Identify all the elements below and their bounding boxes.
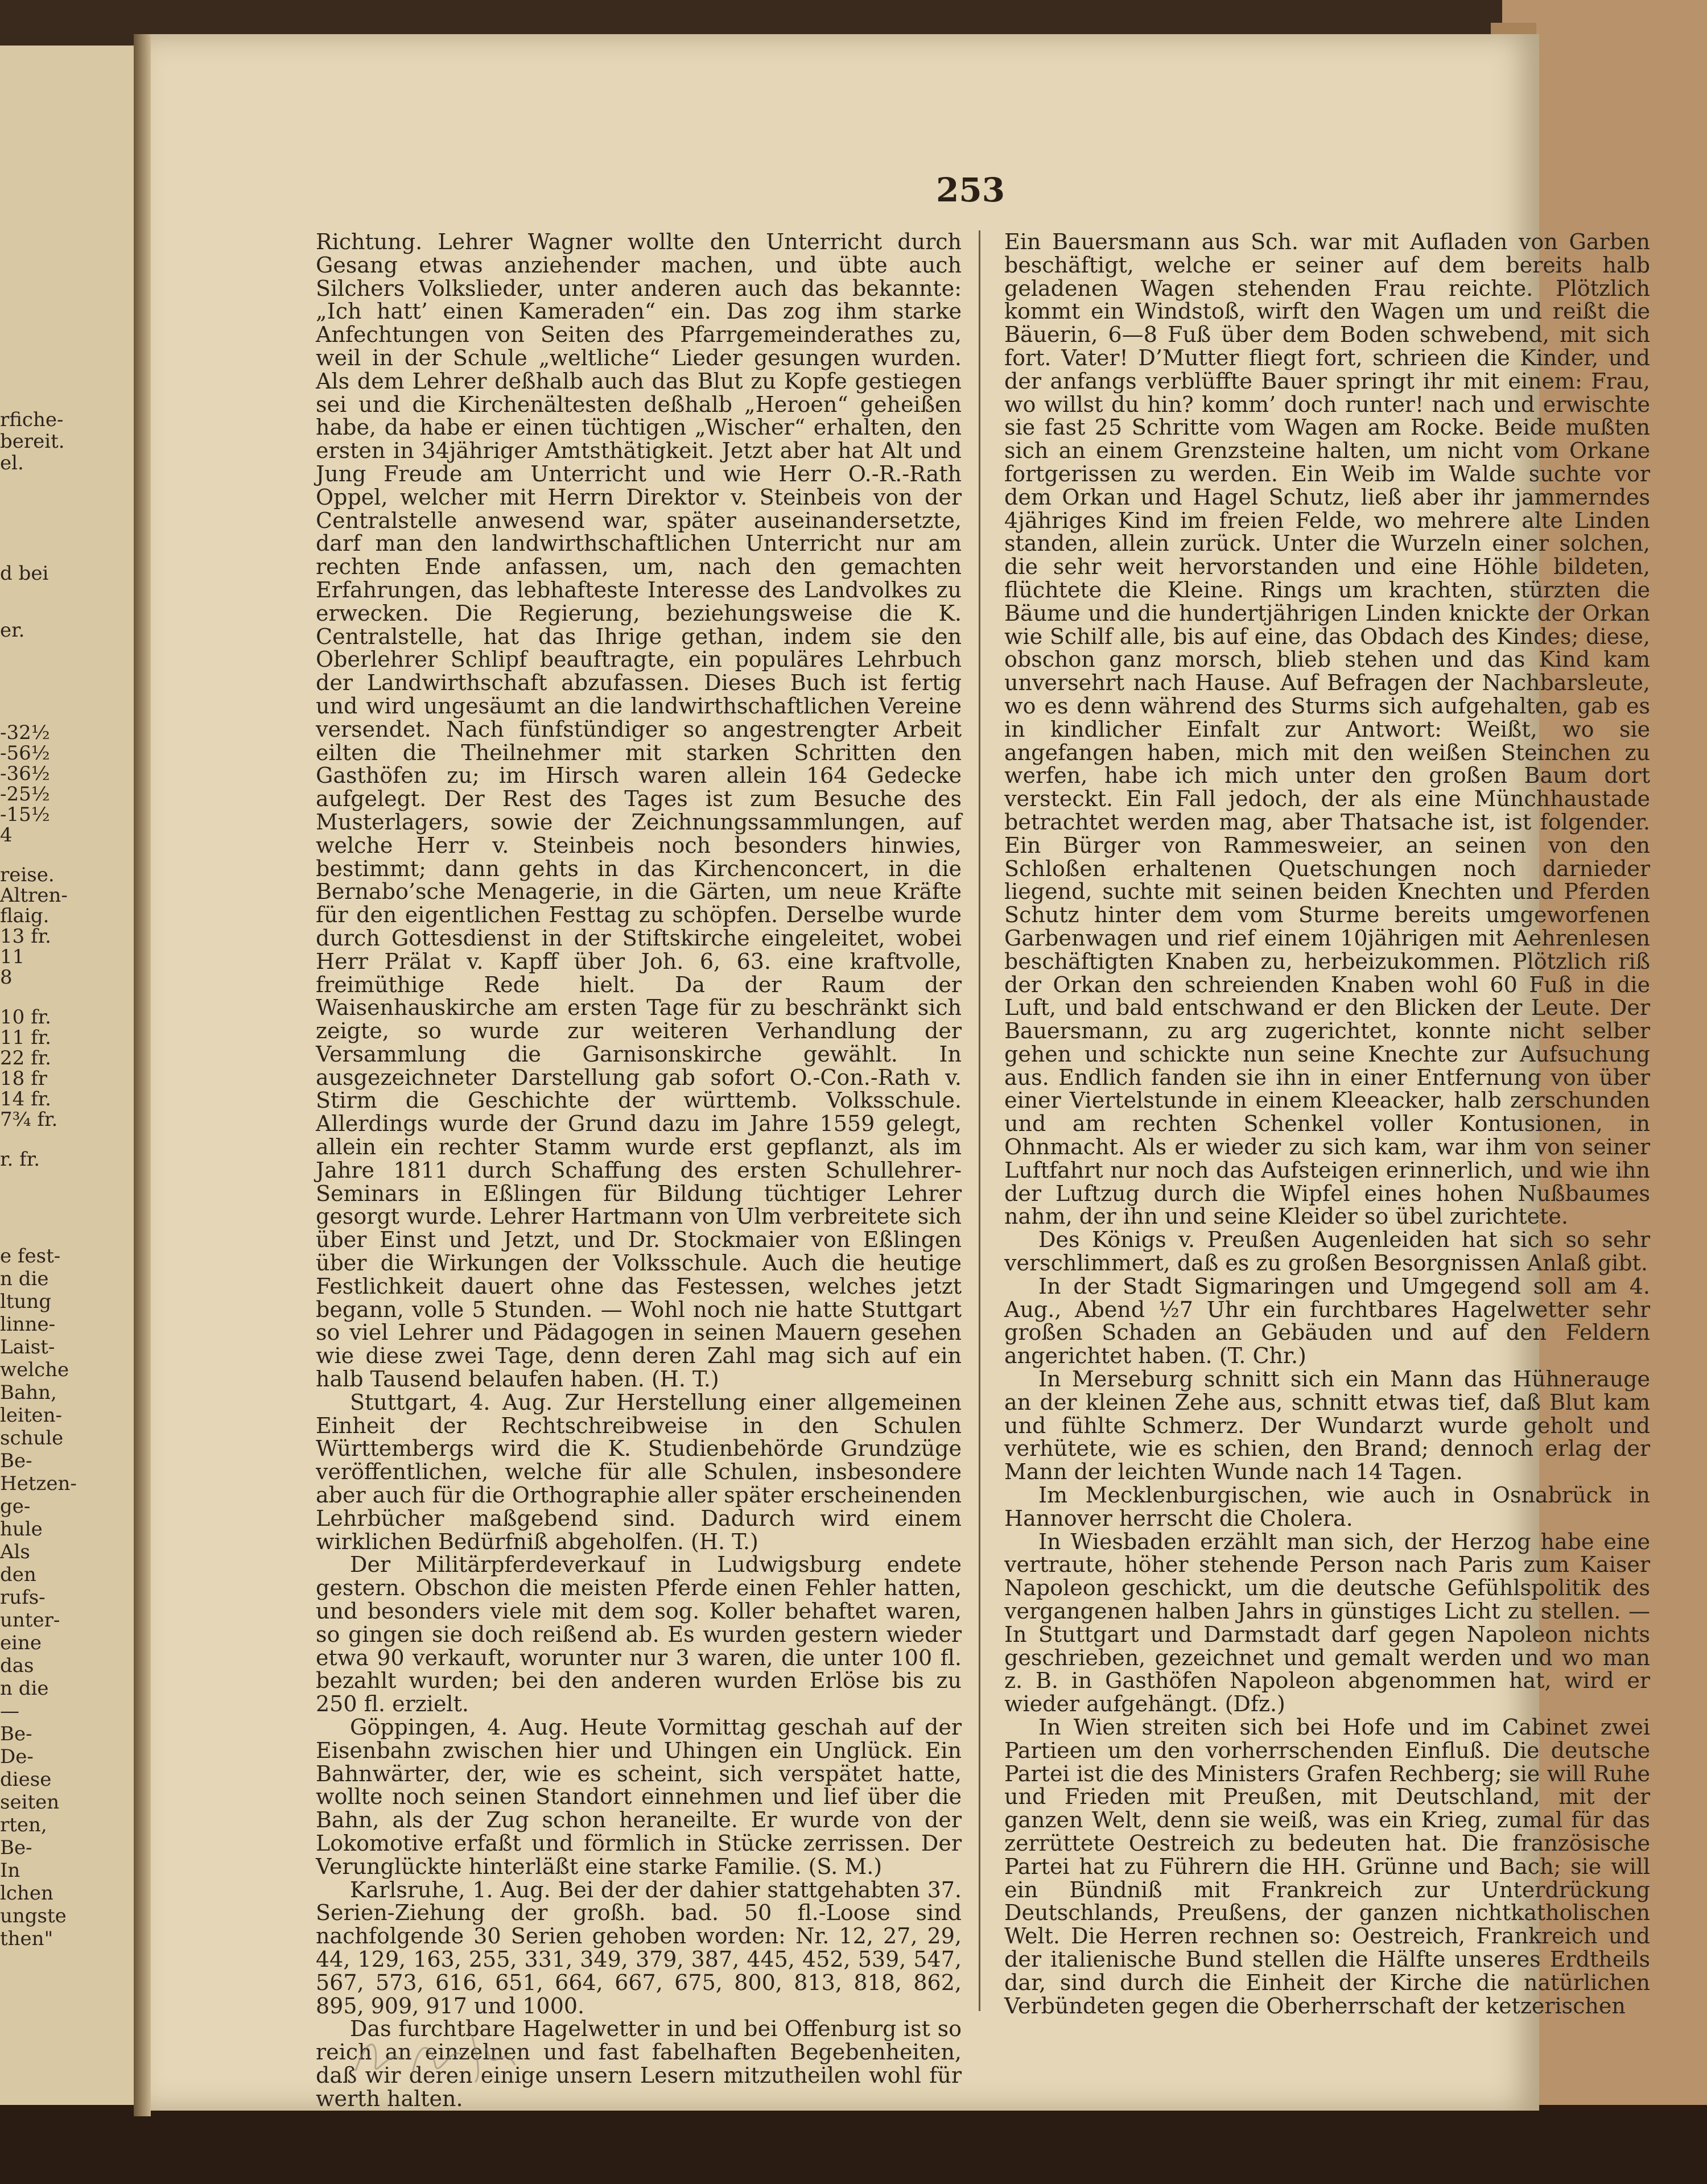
left-page-line: 8 xyxy=(0,966,13,989)
left-page-line: flaig. xyxy=(0,905,50,927)
left-page-line: In xyxy=(0,1859,20,1882)
left-page-line: r. fr. xyxy=(0,1148,40,1171)
paragraph: Karlsruhe, 1. Aug. Bei der der dahier stattgehabten 37. Serien-Ziehung der großh. bad. 50 fl.-Loose sind nachfolgende 30 Serien gehoben worden: Nr. 12, 27, 29, 44, 129, 163, 255, 331, 349, 379, 387, 445, 452, 539, 547, 567, 573, 616, 651, 664, 667, 675, 800, 813, 818, 862, 895, 909, 917 und 1000. xyxy=(316,1877,962,2018)
left-page-fragment xyxy=(0,46,135,2105)
left-page-line: el. xyxy=(0,452,24,474)
left-page-line: Be- xyxy=(0,1450,32,1472)
left-page-line: 18 fr xyxy=(0,1067,47,1090)
left-page-line: rufs- xyxy=(0,1586,46,1609)
left-page-line: ge- xyxy=(0,1495,31,1518)
left-page-line: 11 fr. xyxy=(0,1026,51,1049)
left-page-line: er. xyxy=(0,619,25,642)
left-page-line: Als xyxy=(0,1541,30,1563)
right-column xyxy=(1004,230,1650,2017)
page-number: 253 xyxy=(936,171,1005,209)
left-page-line: diese xyxy=(0,1768,52,1791)
paragraph: In Merseburg schnitt sich ein Mann das Hühnerauge an der kleinen Zehe aus, schnitt etwas tief, daß Blut kam und fühlte Schmerz. Der Wundarzt wurde geholt und verhütete, wie es schien, den Brand; dennoch erlag der Mann der leichten Wunde nach 14 Tagen. xyxy=(1004,1366,1650,1485)
paragraph: In Wien streiten sich bei Hofe und im Cabinet zwei Partieen um den vorherrschenden Einfluß. Die deutsche Partei ist die des Ministers Grafen Rechberg; sie will Ruhe und Frieden mit Preußen, mit Deutschland, mit der ganzen Welt, denn sie weiß, was ein Krieg, zumal für das zerrüttete Oestreich zu bedeuten hat. Die französische Partei hat zu Führern die HH. Grünne und Bach; sie will ein Bündniß mit Frankreich zur Unterdrückung Deutschlands, Preußens, der ganzen nichtkatholischen Welt. Die Herren rechnen so: Oestreich, Frankreich und der italienische Bund stellen die Hälfte unseres Erdtheils dar, sind durch die Einheit der Kirche die natürlichen Verbündeten gegen die Oberherrschaft der ketzerischen xyxy=(1004,1715,1650,2018)
left-page-line: schule xyxy=(0,1427,64,1450)
left-page-line: Be- xyxy=(0,1723,32,1745)
left-page-line: Be- xyxy=(0,1836,32,1859)
left-page-line: De- xyxy=(0,1745,34,1768)
paragraph: In der Stadt Sigmaringen und Umgegend soll am 4. Aug., Abend ½7 Uhr ein furchtbares Hagelwetter sehr großen Schaden an Gebäuden und auf den Feldern angerichtet haben. (T. Chr.) xyxy=(1004,1273,1650,1369)
left-page-line: lchen xyxy=(0,1882,53,1905)
left-page-line: leiten- xyxy=(0,1404,63,1427)
left-page-line: ungste xyxy=(0,1905,67,1927)
paragraph: Richtung. Lehrer Wagner wollte den Unterricht durch Gesang etwas anziehender machen, und übte auch Silchers Volkslieder, unter anderen auch das bekannte: „Ich hatt’ einen Kameraden“ ein. Das zog ihm starke Anfechtungen von Seiten des Pfarrgemeinderathes zu, weil in der Schule „weltliche“ Lieder gesungen wurden. Als dem Lehrer deßhalb auch das Blut zu Kopfe gestiegen sei und die Kirchenältesten deßhalb „Heroen“ geheißen habe, da habe er einen tüchtigen „Wischer“ erhalten, den ersten in 34jähriger Amtsthätigkeit. Jetzt aber hat Alt und Jung Freude am Unterricht und wie Herr O.-R.-Rath Oppel, welcher mit Herrn Direktor v. Steinbeis von der Centralstelle anwesend war, später auseinandersetzte, darf man den landwirthschaftlichen Unterricht nur am rechten Ende anfassen, um, nach den gemachten Erfahrungen, das lebhafteste Interesse des Landvolkes zu erwecken. Die Regierung, beziehungsweise die K. Centralstelle, hat das Ihrige gethan, indem sie den Oberlehrer Schlipf beauftragte, ein populäres Lehrbuch der Landwirthschaft abzufassen. Dieses Buch ist fertig und wird ungesäumt an die landwirthschaftlichen Vereine versendet. Nach fünfstündiger so angestrengter Arbeit eilten die Theilnehmer mit starken Schritten den Gasthöfen zu; im Hirsch waren allein 164 Gedecke aufgelegt. Der Rest des Tages ist zum Besuche des Musterlagers, sowie der Zeichnungssammlungen, auf welche Herr v. Steinbeis noch besonders hinwies, bestimmt; dann gehts in das Kirchenconcert, in die Bernabo’sche Menagerie, in die Gärten, um neue Kräfte für den eigentlichen Festtag zu schöpfen. Derselbe wurde durch Gottesdienst in der Stiftskirche eingeleitet, wobei Herr Prälat v. Kapff über Joh. 6, 63. eine kraftvolle, freimüthige Rede hielt. Da der Raum der Waisenhauskirche am ersten Tage für zu beschränkt sich zeigte, so wurde zur weiteren Verhandlung der Versammlung die Garnisonskirche gewählt. In ausgezeichneter Darstellung gab sofort O.-Con.-Rath v. Stirm die Geschichte der württemb. Volksschule. Allerdings wurde der Grund dazu im Jahre 1559 gelegt, allein ein rechter Stamm wurde erst gepflanzt, als im Jahre 1811 durch Schaffung des ersten Schullehrer-Seminars in Eßlingen für Bildung tüchtiger Lehrer gesorgt wurde. Lehrer Hartmann von Ulm verbreitete sich über Einst und Jetzt, und Dr. Stockmaier von Eßlingen über die Wirkungen der Volksschule. Auch die heutige Festlichkeit dauert ohne das Festessen, welches jetzt begann, volle 5 Stunden. — Wohl noch nie hatte Stuttgart so viel Lehrer und Pädagogen in seinen Mauern gesehen wie diese zwei Tage, denn deren Zahl mag sich auf ein halb Tausend belaufen haben. (H. T.) xyxy=(316,229,962,1392)
left-page-line: -56½ xyxy=(0,742,50,765)
left-page-line: — xyxy=(0,1700,19,1723)
left-page-line: linne- xyxy=(0,1313,56,1336)
left-page-line: -25½ xyxy=(0,783,50,806)
paragraph: Das furchtbare Hagelwetter in und bei Offenburg ist so reich an einzelnen und fast fabelhaften Begebenheiten, daß wir deren einige unsern Lesern mitzutheilen wohl für werth halten. xyxy=(316,2016,962,2111)
left-page-line: n die xyxy=(0,1268,49,1290)
left-page-line: welche xyxy=(0,1359,69,1381)
left-page-line: 22 fr. xyxy=(0,1047,51,1070)
left-page-line: 10 fr. xyxy=(0,1006,51,1029)
paragraph: Stuttgart, 4. Aug. Zur Herstellung einer allgemeinen Einheit der Rechtschreibweise in den Schulen Württembergs wird die K. Studienbehörde Grundzüge veröffentlichen, welche für alle Schulen, insbesondere aber auch für die Orthographie aller später erscheinenden Lehrbücher maßgebend sind. Dadurch wird einem wirklichen Bedürfniß abgeholfen. (H. T.) xyxy=(316,1389,962,1554)
left-page-line: 4 xyxy=(0,824,13,847)
left-page-line: unter- xyxy=(0,1609,60,1632)
paragraph: Göppingen, 4. Aug. Heute Vormittag geschah auf der Eisenbahn zwischen hier und Uhingen ein Unglück. Ein Bahnwärter, der, wie es scheint, sich verspätet hatte, wollte noch seinen Standort einnehmen und lief über die Bahn, als der Zug schon heraneilte. Er wurde von der Lokomotive erfaßt und förmlich in Stücke zerrissen. Der Verunglückte hinterläßt eine starke Familie. (S. M.) xyxy=(316,1715,962,1879)
left-page-line: then" xyxy=(0,1927,53,1950)
left-page-line: eine xyxy=(0,1632,42,1654)
left-page-line: rten, xyxy=(0,1814,47,1836)
left-page-line: hule xyxy=(0,1518,43,1541)
left-page-line: bereit. xyxy=(0,430,65,453)
left-page-line: -36½ xyxy=(0,762,50,785)
paragraph: Der Militärpferdeverkauf in Ludwigsburg endete gestern. Obschon die meisten Pferde einen Fehler hatten, und besonders viele mit dem sog. Koller behaftet waren, so gingen sie doch reißend ab. Es wurden gestern wieder etwa 90 verkauft, worunter nur 3 waren, die unter 100 fl. bezahlt wurden; bei den anderen wurden Erlöse bis zu 250 fl. erzielt. xyxy=(316,1552,962,1717)
left-page-line: das xyxy=(0,1654,34,1677)
left-page-line: 14 fr. xyxy=(0,1088,51,1110)
left-page-line: -15½ xyxy=(0,803,50,826)
left-page-line: d bei xyxy=(0,562,49,585)
left-page-line: 13 fr. xyxy=(0,925,51,948)
left-page-line: rfiche- xyxy=(0,408,64,431)
left-page-line: ltung xyxy=(0,1290,52,1313)
left-page-line: Hetzen- xyxy=(0,1472,77,1495)
left-page-line: 11 xyxy=(0,946,25,968)
left-page-line: 7¾ fr. xyxy=(0,1108,58,1131)
left-page-line: Altren- xyxy=(0,884,68,907)
left-page-line: e fest- xyxy=(0,1245,61,1268)
left-page-line: reise. xyxy=(0,864,55,886)
paragraph: Im Mecklenburgischen, wie auch in Osnabrück in Hannover herrscht die Cholera. xyxy=(1004,1483,1650,1531)
left-page-line: Laist- xyxy=(0,1336,55,1359)
left-column xyxy=(316,230,962,2111)
paragraph: In Wiesbaden erzählt man sich, der Herzog habe eine vertraute, höher stehende Person nach Paris zum Kaiser Napoleon geschickt, um die deutsche Gefühlspolitik des vergangenen halben Jahrs in günstiges Licht zu stellen. — In Stuttgart und Darmstadt darf gegen Napoleon nichts geschrieben, gezeichnet und gemalt werden und wo man z. B. in Gasthöfen Napoleon abgenommen hat, wird er wieder aufgehängt. (Dfz.) xyxy=(1004,1529,1650,1717)
left-page-line: -32½ xyxy=(0,721,50,744)
newspaper-page xyxy=(151,34,1650,2111)
left-page-line: Bahn, xyxy=(0,1381,57,1404)
pencil-annotation xyxy=(350,2025,566,2088)
book-gutter xyxy=(134,34,151,2116)
paragraph: Ein Bauersmann aus Sch. war mit Aufladen von Garben beschäftigt, welche er seiner auf dem bereits halb geladenen Wagen stehenden Frau reichte. Plötzlich kommt ein Windstoß, wirft den Wagen um und reißt die Bäuerin, 6—8 Fuß über dem Boden schwebend, mit sich fort. Vater! D’Mutter fliegt fort, schrieen die Kinder, und der anfangs verblüffte Bauer springt ihr mit einem: Frau, wo willst du hin? komm’ doch runter! nach und erwischte sie fast 25 Schritte vom Wagen am Rocke. Beide mußten sich an einem Grenzsteine halten, um nicht vom Orkane fortgerissen zu werden. Ein Weib im Walde suchte vor dem Orkan und Hagel Schutz, ließ aber ihr jammerndes 4jähriges Kind im freien Felde, wo mehrere alte Linden standen, allein zurück. Unter die Wurzeln einer solchen, die sehr weit hervorstanden und eine Höhle bildeten, flüchtete die Kleine. Rings um krachten, stürzten die Bäume und die hundertjährigen Linden knickte der Orkan wie Schilf alle, bis auf eine, das Obdach des Kindes; diese, obschon ganz morsch, blieb stehen und das Kind kam unversehrt nach Hause. Auf Befragen der Nachbarsleute, wo es denn während des Sturms sich aufgehalten, gab es in kindlicher Einfalt zur Antwort: Weißt, wo sie angefangen haben, mich mit den weißen Steinchen zu werfen, habe ich mich unter den großen Baum dort versteckt. Ein Fall jedoch, der als eine Münchhaustade betrachtet werden mag, aber Thatsache ist, ist folgender. Ein Bürger von Rammesweier, an seinen von den Schloßen erhaltenen Quetschungen noch darnieder liegend, suchte mit seinen beiden Knechten und Pferden Schutz hinter dem vom Sturme bereits umgeworfenen Garbenwagen und rief einem 10jährigen mit Aehrenlesen beschäftigten Knaben zu, herbeizukommen. Plötzlich riß der Orkan den schreienden Knaben wohl 60 Fuß in die Luft, und bald entschwand er den Blicken der Leute. Der Bauersmann, zu arg zugerichtet, konnte nicht selber gehen und schickte nun seine Knechte zur Aufsuchung aus. Endlich fanden sie ihn in einer Entfernung von über einer Viertelstunde in einem Kleeacker, halb zerschunden und am rechten Schenkel voller Kontusionen, in Ohnmacht. Als er wieder zu sich kam, war ihm von seiner Luftfahrt nur noch das Aufsteigen erinnerlich, und wie ihn der Luftzug durch die Wipfel eines hohen Nußbaumes nahm, der ihn und seine Kleider so übel zurichtete. xyxy=(1004,229,1650,1229)
background-surface xyxy=(0,2105,1707,2184)
column-divider xyxy=(979,230,980,2011)
left-page-line: n die xyxy=(0,1677,49,1700)
left-page-line: den xyxy=(0,1563,36,1586)
left-page-line: seiten xyxy=(0,1791,60,1814)
paragraph: Des Königs v. Preußen Augenleiden hat sich so sehr verschlimmert, daß es zu großen Besorgnissen Anlaß gibt. xyxy=(1004,1227,1650,1276)
